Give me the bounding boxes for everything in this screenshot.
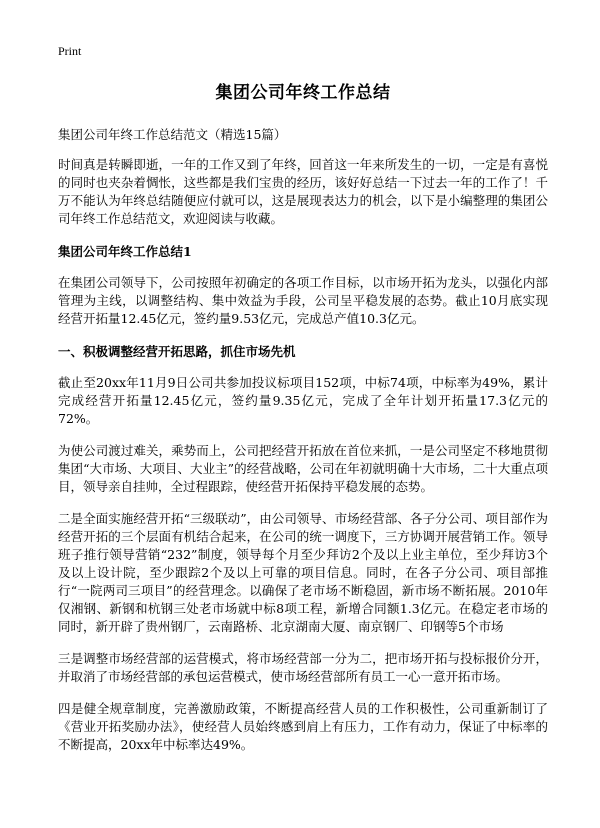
document-title: 集团公司年终工作总结 xyxy=(215,83,391,103)
section-heading: 集团公司年终工作总结1 xyxy=(58,244,192,259)
document-subtitle: 集团公司年终工作总结范文（精选15篇） xyxy=(58,127,287,142)
intro-paragraph: 时间真是转瞬即逝，一年的工作又到了年终，回首这一年来所发生的一切，一定是有喜悦的同时也夹杂着惆怅，这些都是我们宝贵的经历，该好好总结一下过去一年的工作了！千万不能认为年终总结随便应付就可以，这是展现表达力的机会，以下是小编整理的集团公司年终工作总结范文，欢迎阅读与收藏。 xyxy=(58,157,548,226)
paragraph-1: 截止至20xx年11月9日公司共参加投议标项目152项，中标74项，中标率为49%，累计完成经营开拓量12.45亿元，签约量9.35亿元，完成了全年计划开拓量17.3亿元的72%。 xyxy=(58,375,548,426)
part-heading: 一、积极调整经营开拓思路，抓住市场先机 xyxy=(58,344,296,359)
paragraph-2: 为使公司渡过难关，乘势而上，公司把经营开拓放在首位来抓，一是公司坚定不移地贯彻集团“大市场、大项目、大业主”的经营战略，公司在年初就明确十大市场，二十大重点项目，领导亲自挂帅，全过程跟踪，使经营开拓保持平稳发展的态势。 xyxy=(58,443,548,494)
section-intro-paragraph: 在集团公司领导下，公司按照年初确定的各项工作目标，以市场开拓为龙头，以强化内部管理为主线，以调整结构、集中效益为手段，公司呈平稳发展的态势。截止10月底实现经营开拓量12.45亿元，签约量9.53亿元，完成总产值10.3亿元。 xyxy=(58,275,548,326)
print-link[interactable]: Print xyxy=(58,44,82,58)
document-body xyxy=(58,78,548,768)
paragraph-4: 三是调整市场经营部的运营模式，将市场经营部一分为二，把市场开拓与投标报价分开，并取消了市场经营部的承包运营模式，使市场经营部所有员工一心一意开拓市场。 xyxy=(58,651,548,684)
paragraph-5: 四是健全规章制度，完善激励政策，不断提高经营人员的工作积极性，公司重新制订了《营业开拓奖励办法》，使经营人员始终感到肩上有压力，工作有动力，保证了中标率的不断提高，20xx年中标率达49%。 xyxy=(58,701,548,752)
paragraph-3: 二是全面实施经营开拓“三级联动”，由公司领导、市场经营部、各子分公司、项目部作为经营开拓的三个层面有机结合起来，在公司的统一调度下，三方协调开展营销工作。领导班子推行领导营销“232”制度，领导每个月至少拜访2个及以上业主单位，至少拜访3个及以上设计院，至少跟踪2个及以上可靠的项目信息。同时，在各子分公司、项目部推行“一院两司三项目”的经营理念。以确保了老市场不断稳固，新市场不断拓展。2010年仅湘钢、新钢和杭钢三处老市场就中标8项工程，新增合同额1.3亿元。在稳定老市场的同时，新开辟了贵州钢厂，云南路桥、北京湖南大厦、南京钢厂、印钢等5个市场 xyxy=(58,511,548,634)
